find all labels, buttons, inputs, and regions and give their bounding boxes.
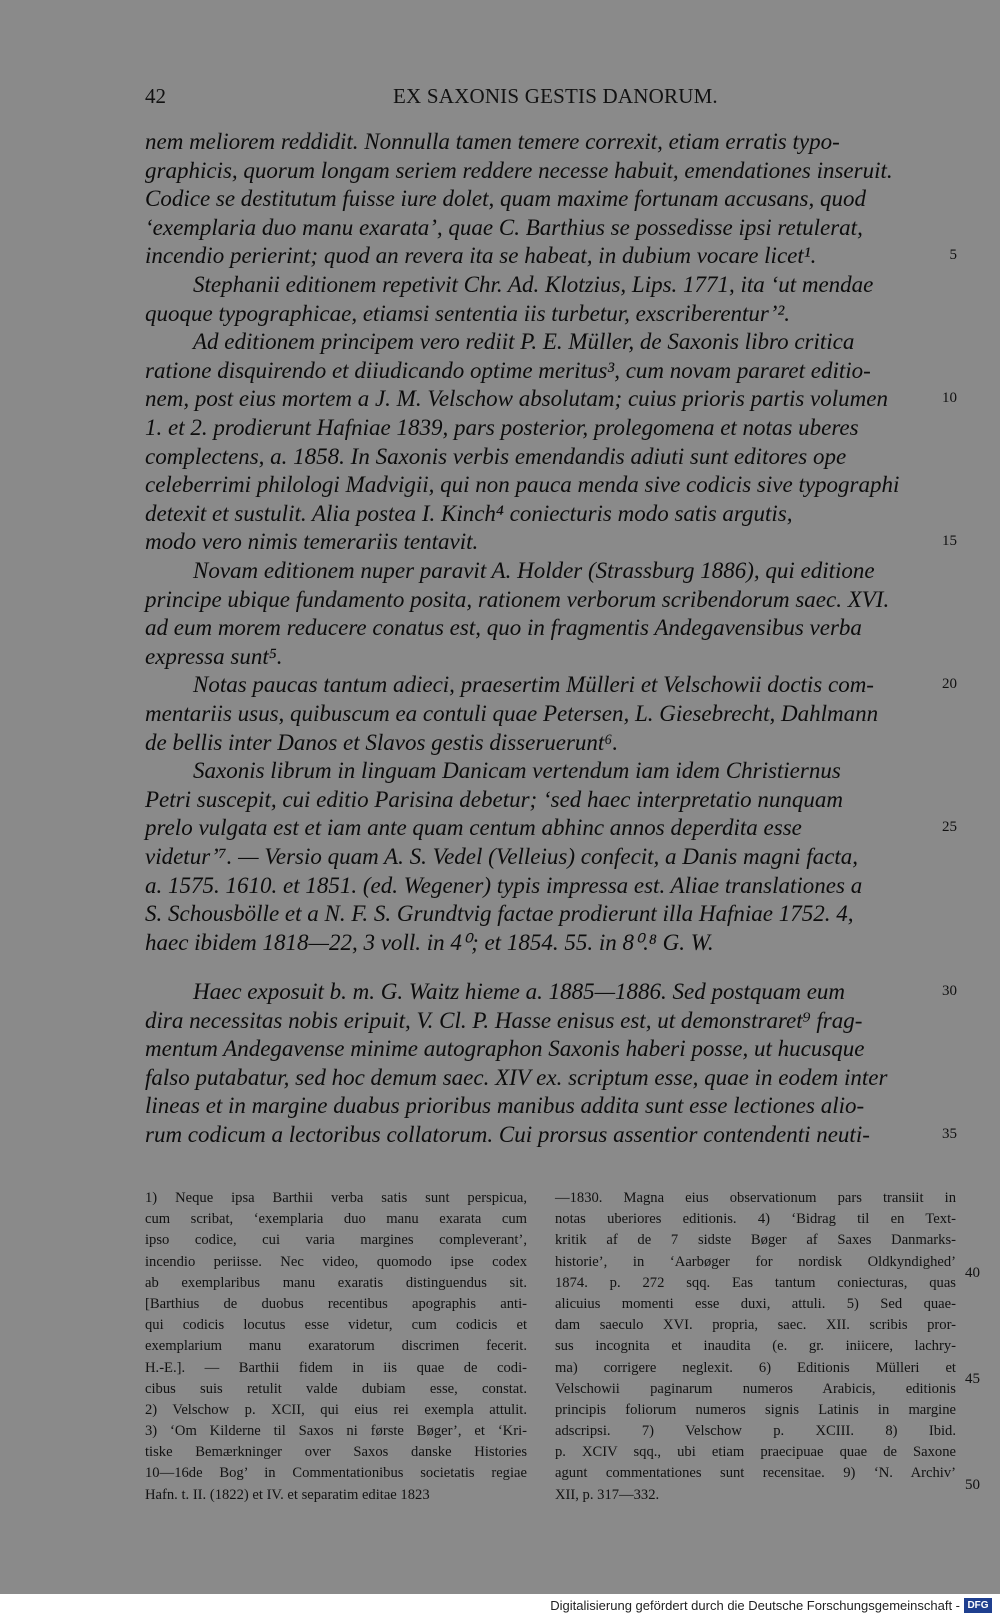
text-line — [193, 327, 957, 356]
line-text: 1. et 2. prodierunt Hafniae 1839, pars posterior, prolegomena et notas uberes — [145, 415, 859, 440]
footnote-line: kritik af de 7 sidste Bøger af Saxes Danmarks- — [555, 1232, 956, 1249]
footnote-line: ipso codice, cui varia margines compleverant’, — [145, 1232, 527, 1249]
footnote-line: sus incognita et inaudita (e. gr. iniicere, lachry- — [555, 1338, 956, 1355]
footer-credit: Digitalisierung gefördert durch die Deutsche Forschungsgemeinschaft - — [550, 1598, 960, 1613]
footnote-margin-number: 40 — [965, 1265, 980, 1281]
footnote-line: —1830. Magna eius observationum pars transiit in — [555, 1190, 956, 1206]
text-line — [145, 127, 957, 156]
footnote-line: incendio periisse. Nec video, quomodo ipse codex — [145, 1253, 527, 1270]
footnote-line: Hafn. t. II. (1822) et IV. et separatim editae 1823 — [145, 1486, 430, 1503]
line-text: dira necessitas nobis eripuit, V. Cl. P. Hasse enisus est, ut demonstraret⁹ frag- — [145, 1007, 863, 1033]
line-text: ‘exemplaria duo manu exarata’, quae C. Barthius se possedisse ipsi retulerat, — [145, 214, 863, 240]
digitization-footer — [0, 1594, 1000, 1618]
margin-line-number: 15 — [942, 533, 957, 550]
line-text: graphicis, quorum longam seriem reddere necesse habuit, emendationes inseruit. — [145, 157, 893, 183]
text-line — [145, 728, 957, 757]
footnote-line: agunt commentationes sunt recensitae. 9) ‘N. Archiv’ — [555, 1465, 956, 1482]
line-text: Saxonis librum in linguam Danicam vertendum iam idem Christiernus — [193, 758, 841, 784]
line-text: videtur’⁷. — Versio quam A. S. Vedel (Velleius) confecit, a Danis magni facta, — [145, 844, 858, 869]
text-line — [145, 699, 957, 728]
footnote-margin-number: 50 — [965, 1477, 980, 1493]
margin-line-number: 20 — [942, 676, 957, 693]
footnote-line: principis foliorum numeros signis Latinis in margine — [555, 1401, 956, 1418]
text-line — [145, 442, 957, 471]
text-line — [193, 756, 957, 785]
line-text: Codice se destitutum fuisse iure dolet, quam maxime fortunam accusans, quod — [145, 186, 867, 212]
text-line — [145, 585, 957, 614]
text-line — [145, 413, 957, 442]
line-text: complectens, a. 1858. In Saxonis verbis emendandis adiuti sunt editores ope — [145, 443, 847, 469]
line-text: a. 1575. 1610. et 1851. (ed. Wegener) typis impressa est. Aliae translationes a — [145, 872, 863, 898]
text-line — [145, 928, 957, 957]
line-text: Novam editionem nuper paravit A. Holder (Strassburg 1886), qui editione — [193, 558, 875, 583]
margin-line-number: 35 — [942, 1126, 957, 1142]
footnote-line: p. XCIV sqq., ubi etiam praecipuae quae de Saxone — [555, 1444, 956, 1461]
text-line — [145, 470, 957, 499]
text-line — [145, 642, 957, 671]
footnote-margin-number: 45 — [965, 1371, 980, 1387]
footnote-line: qui codicis locutus esse videtur, cum codicis et — [145, 1317, 527, 1334]
line-text: nem meliorem reddidit. Nonnulla tamen temere correxit, etiam erratis typo- — [145, 129, 840, 154]
text-line — [145, 156, 957, 185]
text-line — [145, 813, 957, 842]
line-text: celeberrimi philologi Madvigii, qui non pauca menda sive codicis sive typographi — [145, 472, 900, 498]
line-text: Stephanii editionem repetivit Chr. Ad. Klotzius, Lips. 1771, ita ‘ut mendae — [193, 272, 874, 297]
text-line — [193, 977, 957, 1006]
running-title: EX SAXONIS GESTIS DANORUM. — [393, 84, 718, 108]
text-line — [145, 613, 957, 642]
footnote-line: ma) corrigere neglexit. 6) Editionis Mülleri et — [555, 1359, 956, 1376]
text-line — [193, 670, 957, 699]
footnote-line: historie’, in ‘Aarbøger for nordisk Oldkyndighed’ — [555, 1253, 956, 1270]
line-text: Ad editionem principem vero rediit P. E. Müller, de Saxonis libro critica — [193, 329, 855, 355]
text-line — [193, 270, 957, 299]
line-text: falso putabatur, sed hoc demum saec. XIV ex. scriptum esse, quae in eodem inter — [145, 1064, 888, 1090]
footnote-line: ab exemplaribus manu exaratis distinguendus sit. — [145, 1274, 527, 1291]
footnote-line: exemplarium manu exaratorum discrimen fecerit. — [145, 1338, 527, 1355]
text-line — [145, 1091, 957, 1120]
footnote-line: Velschowii paginarum numeros Arabicis, editionis — [555, 1380, 956, 1397]
footnote-line: cum scribat, ‘exemplaria duo manu exarata cum — [145, 1211, 527, 1228]
footnote-line: alicuius momenti esse duxi, attuli. 5) Sed quae- — [555, 1295, 956, 1312]
text-line — [145, 1120, 957, 1149]
line-text: de bellis inter Danos et Slavos gestis disseruerunt⁶. — [145, 729, 619, 755]
line-text: quoque typographicae, etiamsi sententia iis turbetur, exscriberentur’². — [145, 300, 791, 326]
text-line — [145, 299, 957, 328]
text-line — [145, 842, 957, 871]
footnote-line: dam saeculo XVI. propria, saec. XII. scribis pror- — [555, 1317, 956, 1334]
footnote-line: 2) Velschow p. XCII, qui eius rei exempla attulit. — [145, 1401, 527, 1418]
line-text: detexit et sustulit. Alia postea I. Kinch⁴ coniecturis modo satis argutis, — [145, 500, 793, 526]
line-text: incendio perierint; quod an revera ita se habeat, in dubium vocare licet¹. — [145, 243, 817, 269]
line-text: nem, post eius mortem a J. M. Velschow absolutam; cuius prioris partis volumen — [145, 386, 888, 412]
text-line — [145, 384, 957, 413]
footnote-line: 10—16de Bog’ in Commentationibus societatis regiae — [145, 1465, 527, 1482]
line-text: prelo vulgata est et iam ante quam centum abhinc annos deperdita esse — [145, 815, 802, 841]
line-text: expressa sunt⁵. — [145, 643, 283, 669]
text-line — [145, 184, 957, 213]
line-text: modo vero nimis temerariis tentavit. — [145, 529, 479, 555]
footnote-line: H.-E.]. — Barthii fidem in iis quae de codi- — [145, 1359, 527, 1376]
page-number: 42 — [145, 84, 166, 108]
margin-line-number: 25 — [942, 819, 957, 836]
line-text: ratione disquirendo et diiudicando optime meritus³, cum novam pararet editio- — [145, 357, 871, 383]
line-text: mentum Andegavense minime autographon Saxonis haberi posse, ut hucusque — [145, 1036, 865, 1062]
footnote-line: 1874. p. 272 sqq. Eas tantum coniecturas, quas — [555, 1274, 956, 1291]
footnote-line: notas uberiores editionis. 4) ‘Bidrag til en Text- — [555, 1211, 956, 1228]
text-line — [145, 1006, 957, 1035]
text-line — [145, 241, 957, 270]
line-text: principe ubique fundamento posita, rationem verborum scribendorum saec. XVI. — [145, 586, 890, 612]
text-line — [145, 356, 957, 385]
footnotes-left-column — [145, 1188, 527, 1506]
footnote-line: 1) Neque ipsa Barthii verba satis sunt perspicua, — [145, 1190, 527, 1206]
footnote-line: tiske Bemærkninger over Saxos danske Histories — [145, 1444, 527, 1461]
footnotes-right-column — [555, 1188, 956, 1506]
footnote-line: XII, p. 317—332. — [555, 1486, 660, 1503]
line-text: rum codicum a lectoribus collatorum. Cui prorsus assentior contendenti neuti- — [145, 1122, 870, 1147]
line-text: haec ibidem 1818—22, 3 voll. in 4⁰; et 1854. 55. in 8⁰.⁸ G. W. — [145, 929, 714, 955]
margin-line-number: 10 — [942, 390, 957, 407]
footnote-line: cibus suis retulit valde dubiam esse, constat. — [145, 1380, 527, 1397]
line-text: lineas et in margine duabus prioribus manibus addita sunt esse lectiones alio- — [145, 1093, 865, 1119]
footnote-line: [Barthius de duobus recentibus apographis anti- — [145, 1295, 527, 1312]
text-line — [145, 871, 957, 900]
text-line — [145, 899, 957, 928]
line-text: Haec exposuit b. m. G. Waitz hieme a. 1885—1886. Sed postquam eum — [193, 979, 846, 1004]
line-text: mentariis usus, quibuscum ea contuli quae Petersen, L. Giesebrecht, Dahlmann — [145, 701, 879, 726]
line-text: ad eum morem reducere conatus est, quo in fragmentis Andegavensibus verba — [145, 615, 862, 641]
text-line — [145, 785, 957, 814]
line-text: Notas paucas tantum adieci, praesertim Mülleri et Velschowii doctis com- — [193, 672, 874, 698]
margin-line-number: 30 — [942, 983, 957, 999]
footnote-line: 3) ‘Om Kilderne til Saxos ni første Bøger’, et ‘Kri- — [145, 1423, 527, 1440]
line-text: Petri suscepit, cui editio Parisina debetur; ‘sed haec interpretatio nunquam — [145, 786, 843, 812]
text-line — [145, 527, 957, 556]
dfg-logo: DFG — [964, 1598, 992, 1613]
margin-line-number: 5 — [949, 247, 957, 264]
text-line — [145, 213, 957, 242]
footnote-line: adscripsi. 7) Velschow p. XCIII. 8) Ibid. — [555, 1423, 956, 1440]
text-line — [145, 1034, 957, 1063]
text-line — [193, 556, 957, 585]
text-line — [145, 1063, 957, 1092]
line-text: S. Schousbölle et a N. F. S. Grundtvig factae prodierunt illa Hafniae 1752. 4, — [145, 901, 854, 927]
text-line — [145, 499, 957, 528]
